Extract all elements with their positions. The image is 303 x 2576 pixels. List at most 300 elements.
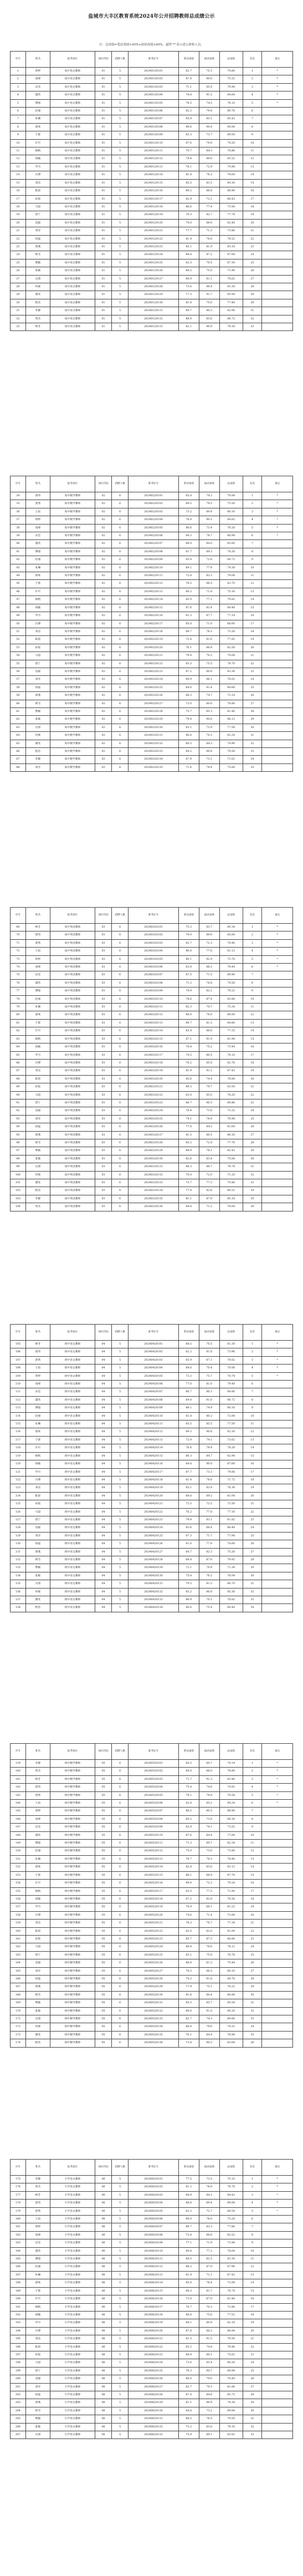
cell-code: 05 (95, 1871, 111, 1879)
cell-quota: 5 (112, 1596, 129, 1604)
cell-no: 128 (11, 1524, 26, 1532)
cell-rank: 15 (243, 1871, 262, 1879)
cell-total: 85.72 (219, 2391, 243, 2399)
cell-written: 82.8 (178, 1800, 199, 1808)
cell-name: 邓洁 (25, 1920, 50, 1927)
cell-no: 60 (11, 700, 26, 707)
cell-written: 62.2 (178, 1348, 199, 1356)
cell-written: 65.6 (178, 2279, 199, 2287)
cell-quota: 6 (112, 1880, 129, 1887)
table-row (11, 227, 293, 235)
cell-total: 86.66 (219, 1935, 243, 1943)
cell-post: 初中数学教师 (50, 1983, 95, 1991)
cell-written: 83.1 (178, 724, 199, 731)
cell-rank: 14 (243, 1444, 262, 1452)
cell-no: 56 (11, 668, 26, 675)
cell-name: 赵丽 (25, 2263, 50, 2271)
column-header: 笔试成绩 (178, 1744, 199, 1760)
cell-no: 15 (11, 179, 26, 187)
cell-no: 192 (11, 2311, 26, 2319)
table-row (11, 1951, 293, 1959)
cell-quota: 6 (112, 979, 129, 987)
cell-quota: 6 (112, 740, 129, 747)
table-row (11, 652, 293, 660)
cell-post: 高中数学教师 (50, 492, 95, 500)
column-header: 面试成绩 (199, 52, 219, 68)
cell-ticket: 20240320113 (129, 1019, 178, 1027)
cell-written: 67.5 (178, 971, 199, 979)
cell-remark (262, 108, 293, 115)
table-row (11, 2351, 293, 2359)
cell-total: 80.52 (219, 1187, 243, 1195)
table-row (11, 2223, 293, 2231)
cell-post: 高中数学教师 (50, 676, 95, 684)
cell-rank: 25 (243, 684, 262, 691)
cell-written: 76.7 (178, 2303, 199, 2311)
cell-total: 83.30 (219, 2256, 243, 2263)
cell-written: 66.0 (178, 2216, 199, 2223)
cell-quota: 5 (112, 267, 129, 275)
cell-written: 63.9 (178, 1824, 199, 1831)
cell-name: 何俊 (25, 2023, 50, 2031)
cell-interview: 81.8 (199, 1348, 219, 1356)
cell-name: 宋佳 (25, 1388, 50, 1396)
cell-total: 74.92 (219, 1784, 243, 1791)
cell-rank: 13 (243, 1019, 262, 1027)
cell-no: 95 (11, 1131, 26, 1139)
cell-total: 78.88 (219, 1075, 243, 1083)
cell-quota: 6 (112, 1075, 129, 1083)
table-row (11, 716, 293, 724)
cell-no: 121 (11, 1468, 26, 1476)
cell-quota: 6 (112, 1784, 129, 1791)
cell-quota: 6 (112, 588, 129, 595)
cell-total: 77.34 (219, 1920, 243, 1927)
cell-code: 05 (95, 1895, 111, 1903)
cell-remark (262, 1920, 293, 1927)
cell-total: 73.98 (219, 2239, 243, 2247)
cell-quota: 6 (112, 1155, 129, 1163)
cell-code: 04 (95, 1564, 111, 1572)
cell-post: 高中数学教师 (50, 748, 95, 756)
cell-quota: 5 (112, 1484, 129, 1492)
cell-quota: 6 (112, 692, 129, 700)
cell-post: 初中语文教师 (50, 1388, 95, 1396)
cell-name: 谢雯 (25, 1179, 50, 1187)
cell-no: 175 (11, 2176, 26, 2183)
cell-post: 初中数学教师 (50, 1847, 95, 1855)
cell-interview: 78.9 (199, 1115, 219, 1123)
cell-total: 82.76 (219, 1059, 243, 1067)
cell-rank: 4 (243, 948, 262, 955)
cell-quota: 6 (112, 1895, 129, 1903)
cell-no: 144 (11, 1800, 26, 1808)
cell-rank: 13 (243, 163, 262, 171)
cell-remark (262, 1887, 293, 1895)
cell-remark (262, 1452, 293, 1460)
cell-written: 74.9 (178, 987, 199, 995)
cell-ticket: 20240320123 (129, 1099, 178, 1107)
cell-total: 71.20 (219, 1171, 243, 1179)
cell-name: 郑伟 (25, 2200, 50, 2207)
cell-written: 77.4 (178, 1187, 199, 1195)
cell-remark (262, 1083, 293, 1091)
cell-quota: 5 (112, 1572, 129, 1580)
cell-rank: 30 (243, 1155, 262, 1163)
table-row (11, 1895, 293, 1903)
cell-no: 194 (11, 2327, 26, 2335)
cell-code: 06 (95, 2191, 111, 2199)
cell-post: 初中数学教师 (50, 1943, 95, 1951)
cell-total: 73.96 (219, 1348, 243, 1356)
cell-name: 宋佳 (25, 971, 50, 979)
cell-no: 205 (11, 2415, 26, 2423)
cell-code: 02 (95, 748, 111, 756)
cell-quota: 6 (112, 939, 129, 947)
cell-no: 96 (11, 1139, 26, 1147)
cell-total: 87.84 (219, 251, 243, 259)
cell-rank: 27 (243, 1967, 262, 1975)
column-header: 准考证号 (129, 1325, 178, 1341)
cell-written: 61.7 (178, 548, 199, 556)
cell-quota: 5 (112, 163, 129, 171)
cell-written: 74.2 (178, 1975, 199, 1983)
cell-name: 于蕾 (25, 1019, 50, 1027)
cell-post: 高中语文教师 (50, 307, 95, 315)
cell-post: 高中英语教师 (50, 1083, 95, 1091)
cell-name: 冯博 (25, 1911, 50, 1919)
cell-remark: * (262, 2207, 293, 2215)
cell-name: 袁媛 (25, 2375, 50, 2383)
cell-no: 2 (11, 75, 26, 83)
cell-rank: 1 (243, 68, 262, 75)
cell-no: 36 (11, 508, 26, 516)
cell-quota: 5 (112, 1381, 129, 1388)
cell-rank: 3 (243, 1775, 262, 1783)
cell-written: 61.3 (178, 612, 199, 620)
cell-remark (262, 1959, 293, 1967)
cell-ticket: 20240320130 (129, 1155, 178, 1163)
cell-no: 197 (11, 2351, 26, 2359)
cell-post: 高中数学教师 (50, 596, 95, 604)
cell-remark (262, 684, 293, 691)
cell-remark (262, 1975, 293, 1983)
table-row (11, 2239, 293, 2247)
cell-rank: 32 (243, 1588, 262, 1596)
cell-ticket: 20240120101 (129, 68, 178, 75)
cell-rank: 19 (243, 211, 262, 219)
cell-written: 82.7 (178, 939, 199, 947)
cell-written: 80.4 (178, 2311, 199, 2319)
table-header-row (11, 476, 293, 492)
cell-quota: 5 (112, 1548, 129, 1556)
cell-ticket: 20240120110 (129, 139, 178, 147)
cell-written: 80.2 (178, 588, 199, 595)
cell-rank: 7 (243, 1808, 262, 1815)
cell-quota: 5 (112, 2399, 129, 2407)
column-header: 总成绩 (219, 2160, 243, 2176)
cell-post: 高中数学教师 (50, 508, 95, 516)
cell-quota: 6 (112, 556, 129, 564)
cell-interview: 89.7 (199, 1840, 219, 1847)
cell-ticket: 20240220114 (129, 596, 178, 604)
cell-post: 小学语文教师 (50, 2279, 95, 2287)
cell-name: 谢雯 (25, 1596, 50, 1604)
cell-total: 70.84 (219, 492, 243, 500)
cell-quota: 5 (112, 139, 129, 147)
cell-name: 张敏 (25, 716, 50, 724)
cell-code: 03 (95, 1019, 111, 1027)
table-row (11, 1564, 293, 1572)
cell-ticket: 20240220102 (129, 500, 178, 508)
table-row (11, 1959, 293, 1967)
cell-total: 86.84 (219, 2327, 243, 2335)
cell-no: 49 (11, 612, 26, 620)
cell-code: 05 (95, 1920, 111, 1927)
cell-ticket: 20240420103 (129, 1356, 178, 1364)
cell-total: 67.30 (219, 259, 243, 267)
cell-code: 06 (95, 2423, 111, 2431)
cell-quota: 6 (112, 676, 129, 684)
cell-remark: * (262, 75, 293, 83)
cell-name: 赵丽 (25, 995, 50, 1003)
cell-ticket: 20240220103 (129, 508, 178, 516)
cell-name: 刘洋 (25, 227, 50, 235)
cell-rank: 2 (243, 1768, 262, 1775)
cell-ticket: 20240320102 (129, 931, 178, 939)
cell-post: 高中语文教师 (50, 323, 95, 331)
cell-ticket: 20240120129 (129, 291, 178, 299)
table-row (11, 2200, 293, 2207)
cell-post: 初中语文教师 (50, 1516, 95, 1524)
cell-name: 郑伟 (25, 1348, 50, 1356)
cell-rank: 17 (243, 195, 262, 203)
cell-total: 72.32 (219, 1107, 243, 1115)
cell-post: 小学语文教师 (50, 2375, 95, 2383)
cell-written: 70.7 (178, 147, 199, 155)
cell-name: 郑伟 (25, 492, 50, 500)
cell-rank: 2 (243, 1348, 262, 1356)
cell-remark (262, 307, 293, 315)
cell-total: 76.82 (219, 1596, 243, 1604)
cell-name: 张敏 (25, 1155, 50, 1163)
cell-name: 胡颖 (25, 1043, 50, 1051)
cell-ticket: 20240120126 (129, 267, 178, 275)
cell-written: 71.1 (178, 83, 199, 91)
cell-code: 01 (95, 235, 111, 243)
cell-post: 高中英语教师 (50, 1011, 95, 1019)
cell-quota: 6 (112, 596, 129, 604)
cell-ticket: 20240120103 (129, 83, 178, 91)
cell-interview: 87.1 (199, 1356, 219, 1364)
cell-name: 杨帆 (25, 596, 50, 604)
cell-total: 72.68 (219, 1911, 243, 1919)
cell-remark (262, 636, 293, 644)
cell-post: 高中英语教师 (50, 1107, 95, 1115)
cell-no: 41 (11, 548, 26, 556)
cell-name: 董欣 (25, 91, 50, 99)
cell-written: 69.9 (178, 275, 199, 283)
cell-code: 02 (95, 763, 111, 771)
cell-post: 小学语文教师 (50, 2223, 95, 2231)
cell-code: 03 (95, 1195, 111, 1203)
cell-interview: 84.6 (199, 2391, 219, 2399)
cell-remark: * (262, 508, 293, 516)
score-table (10, 907, 293, 1211)
cell-no: 104 (11, 1203, 26, 1211)
cell-no: 84 (11, 1043, 26, 1051)
cell-remark (262, 2023, 293, 2031)
cell-interview: 88.6 (199, 2231, 219, 2239)
cell-post: 高中英语教师 (50, 1059, 95, 1067)
cell-interview: 87.8 (199, 2263, 219, 2271)
cell-remark (262, 2039, 293, 2047)
cell-code: 04 (95, 1341, 111, 1348)
cell-total: 86.30 (219, 1131, 243, 1139)
scoring-note: 注：总成绩=笔试成绩×40%+面试成绩×60%，最终“*”表示进入体检人员。 (99, 43, 204, 47)
cell-total: 76.20 (219, 1091, 243, 1099)
cell-no: 183 (11, 2239, 26, 2247)
cell-written: 61.1 (178, 2399, 199, 2407)
cell-written: 67.1 (178, 1035, 199, 1043)
cell-total: 81.82 (219, 1516, 243, 1524)
cell-code: 03 (95, 979, 111, 987)
cell-total: 70.60 (219, 1540, 243, 1548)
cell-ticket: 20240620124 (129, 2359, 178, 2367)
cell-remark (262, 1004, 293, 1011)
table-row (11, 756, 293, 763)
cell-total: 78.62 (219, 1356, 243, 1364)
cell-ticket: 20240420134 (129, 1604, 178, 1612)
cell-name: 吴倩 (25, 2015, 50, 2023)
cell-name: 马超 (25, 203, 50, 211)
cell-rank: 8 (243, 1815, 262, 1823)
cell-rank: 31 (243, 732, 262, 740)
cell-written: 86.0 (178, 1011, 199, 1019)
cell-name: 邓洁 (25, 179, 50, 187)
cell-post: 高中数学教师 (50, 763, 95, 771)
cell-name: 徐磊 (25, 1540, 50, 1548)
cell-post: 初中语文教师 (50, 1572, 95, 1580)
cell-rank: 2 (243, 75, 262, 83)
cell-ticket: 20240420102 (129, 1348, 178, 1356)
cell-rank: 23 (243, 1099, 262, 1107)
table-row (11, 211, 293, 219)
cell-rank: 24 (243, 1107, 262, 1115)
table-row (11, 1195, 293, 1203)
cell-interview: 76.2 (199, 1572, 219, 1580)
cell-written: 64.2 (178, 748, 199, 756)
cell-written: 70.8 (178, 1043, 199, 1051)
cell-interview: 85.9 (199, 83, 219, 91)
cell-name: 高峰 (25, 2231, 50, 2239)
table-row (11, 1871, 293, 1879)
cell-total: 76.10 (219, 99, 243, 107)
table-row (11, 1476, 293, 1484)
cell-ticket: 20240220133 (129, 748, 178, 756)
cell-interview: 75.1 (199, 1983, 219, 1991)
cell-interview: 73.4 (199, 524, 219, 532)
table-row (11, 2407, 293, 2415)
cell-written: 70.0 (178, 1171, 199, 1179)
cell-rank: 16 (243, 2295, 262, 2303)
cell-interview: 75.5 (199, 660, 219, 668)
table-header-row (11, 1325, 293, 1341)
cell-code: 06 (95, 2399, 111, 2407)
cell-code: 05 (95, 1800, 111, 1808)
cell-total: 74.04 (219, 652, 243, 660)
cell-quota: 6 (112, 636, 129, 644)
cell-quota: 5 (112, 2431, 129, 2439)
cell-no: 7 (11, 115, 26, 123)
cell-interview: 89.1 (199, 2431, 219, 2439)
cell-ticket: 20240520131 (129, 1999, 178, 2007)
cell-interview: 79.7 (199, 1083, 219, 1091)
cell-written: 85.7 (178, 1935, 199, 1943)
cell-code: 03 (95, 1075, 111, 1083)
cell-name: 吴倩 (25, 1580, 50, 1588)
cell-total: 79.38 (219, 323, 243, 331)
cell-code: 05 (95, 1824, 111, 1831)
cell-written: 74.8 (178, 91, 199, 99)
cell-quota: 6 (112, 1043, 129, 1051)
cell-interview: 71.0 (199, 620, 219, 628)
table-row (11, 668, 293, 675)
cell-quota: 5 (112, 1421, 129, 1428)
cell-total: 70.66 (219, 68, 243, 75)
cell-code: 03 (95, 971, 111, 979)
cell-remark (262, 195, 293, 203)
cell-remark: * (262, 2200, 293, 2207)
cell-code: 01 (95, 267, 111, 275)
cell-total: 81.98 (219, 1035, 243, 1043)
cell-written: 88.9 (178, 1147, 199, 1155)
cell-name: 张敏 (25, 267, 50, 275)
cell-ticket: 20240620112 (129, 2263, 178, 2271)
cell-written: 77.0 (178, 1381, 199, 1388)
cell-total: 79.76 (219, 2183, 243, 2191)
cell-total: 78.12 (219, 1943, 243, 1951)
cell-rank: 32 (243, 1171, 262, 1179)
cell-no: 17 (11, 195, 26, 203)
table-row (11, 1824, 293, 1831)
cell-written: 84.0 (178, 1460, 199, 1468)
cell-remark (262, 1115, 293, 1123)
cell-quota: 6 (112, 1760, 129, 1768)
cell-rank: 34 (243, 1187, 262, 1195)
cell-no: 189 (11, 2287, 26, 2295)
cell-post: 初中数学教师 (50, 1927, 95, 1935)
cell-code: 04 (95, 1484, 111, 1492)
cell-name: 高峰 (25, 524, 50, 532)
cell-written: 78.2 (178, 1059, 199, 1067)
cell-post: 初中数学教师 (50, 2015, 95, 2023)
cell-rank: 21 (243, 2335, 262, 2343)
cell-no: 61 (11, 707, 26, 715)
cell-quota: 6 (112, 1067, 129, 1075)
cell-written: 75.0 (178, 1847, 199, 1855)
cell-remark (262, 1815, 293, 1823)
cell-interview: 75.7 (199, 1372, 219, 1380)
cell-post: 初中语文教师 (50, 1381, 95, 1388)
cell-remark (262, 155, 293, 163)
cell-code: 03 (95, 1011, 111, 1019)
cell-written: 89.6 (178, 123, 199, 131)
cell-quota: 5 (112, 2247, 129, 2255)
table-row (11, 1596, 293, 1604)
cell-post: 小学语文教师 (50, 2335, 95, 2343)
cell-ticket: 20240420132 (129, 1588, 178, 1596)
